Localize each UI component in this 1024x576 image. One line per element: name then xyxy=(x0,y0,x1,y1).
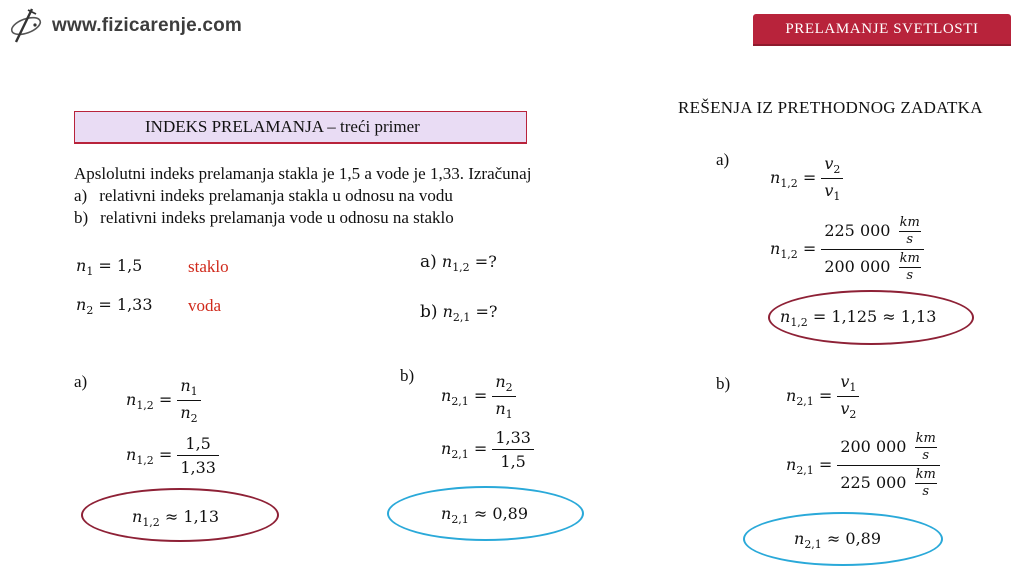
previous-solutions-heading: REŠENJA IZ PRETHODNOG ZADATKA xyxy=(678,98,983,117)
previous-a-substitution: $n_{1,2}$ = 225 000 $\frac{km}{s}$ 200 000 $\frac{km}{s}$ xyxy=(770,216,924,283)
previous-b-marker: b) xyxy=(716,374,731,393)
find-b: b) $n_{2,1}$ =? xyxy=(420,302,498,324)
solution-a-marker: a) xyxy=(74,372,88,391)
previous-b-result: $n_{2,1} \approx 0,89$ xyxy=(794,529,882,551)
previous-a-marker: a) xyxy=(716,150,730,169)
problem-text: Apslolutni indeks prelamanja stakla je 1,5 a vode je 1,33. Izračunaj xyxy=(74,164,532,183)
previous-b-formula: $n_{2,1}$ = $\frac{v_1}{v_2}$ xyxy=(786,372,859,421)
given-n2-label: voda xyxy=(188,296,222,315)
solution-b-marker: b) xyxy=(400,366,415,385)
physics-logo-icon xyxy=(6,6,46,46)
solution-a-result: $n_{1,2} \approx 1,13$ xyxy=(132,507,220,529)
previous-a-formula: $n_{1,2}$ = $\frac{v_2}{v_1}$ xyxy=(770,154,843,203)
find-a: a) $n_{1,2}$ =? xyxy=(420,252,497,274)
given-n2: $n_2 = 1,33$ xyxy=(76,295,153,317)
previous-b-substitution: $n_{2,1}$ = 200 000 $\frac{km}{s}$ 225 000 $\frac{km}{s}$ xyxy=(786,432,940,499)
solution-b-substitution: $n_{2,1}$ = $\frac{1,33}{1,5}$ xyxy=(441,428,534,471)
section-title: INDEKS PRELAMANJA – treći primer xyxy=(74,111,527,144)
solution-a-substitution: $n_{1,2}$ = $\frac{1,5}{1,33}$ xyxy=(126,434,219,477)
solution-b-formula: $n_{2,1}$ = $\frac{n_2}{n_1}$ xyxy=(441,372,516,421)
solution-b-result: $n_{2,1} \approx 0,89$ xyxy=(441,504,529,526)
problem-item-a: a) relativni indeks prelamanja stakla u odnosu na vodu xyxy=(74,186,453,205)
topic-badge: PRELAMANJE SVETLOSTI xyxy=(753,14,1011,44)
problem-item-b: b) relativni indeks prelamanja vode u odnosu na staklo xyxy=(74,208,454,227)
logo-text: www.fizicarenje.com xyxy=(52,15,242,36)
previous-a-result: $n_{1,2} = 1,125 \approx 1,13$ xyxy=(780,307,937,329)
given-n1: $n_1 = 1,5$ xyxy=(76,256,143,278)
site-logo[interactable] xyxy=(6,6,266,46)
given-n1-label: staklo xyxy=(188,257,229,276)
problem-statement xyxy=(74,163,531,229)
solution-a-formula: $n_{1,2}$ = $\frac{n_1}{n_2}$ xyxy=(126,376,201,425)
